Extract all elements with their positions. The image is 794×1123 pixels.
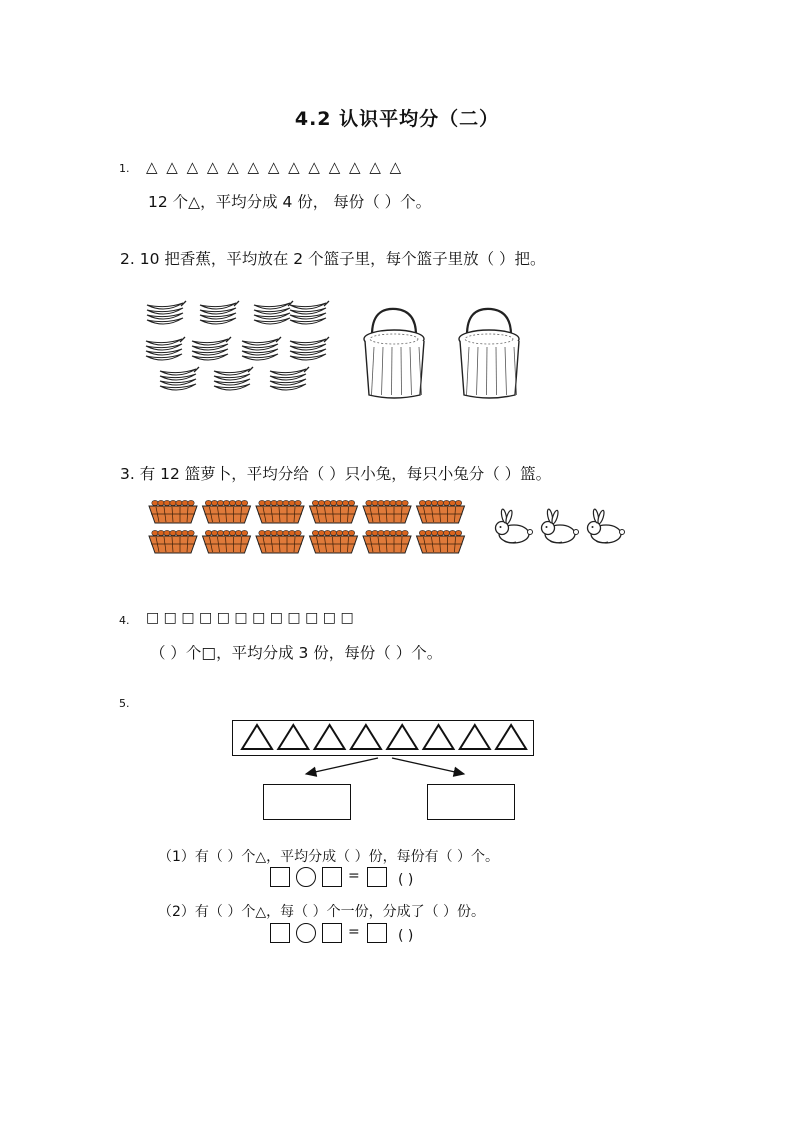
banana-bunch-icon — [214, 367, 253, 390]
q5-group-box-right[interactable] — [427, 784, 515, 820]
banana-bunch-icon — [160, 367, 199, 390]
equation2-box-2[interactable] — [322, 923, 342, 943]
triangle-shape — [496, 725, 526, 749]
triangle-shape — [351, 725, 381, 749]
q4-question-text: （ ）个□，平均分成 3 份，每份（ ）个。 — [150, 644, 443, 662]
carrot-basket-icon — [256, 530, 304, 553]
banana-bunch-icon — [290, 337, 329, 360]
banana-bunch-icon — [147, 301, 186, 324]
basket-icon — [364, 309, 424, 398]
q5-group-box-left[interactable] — [263, 784, 351, 820]
banana-bunch-icon — [200, 301, 239, 324]
rabbit-icon — [588, 509, 625, 543]
triangle-shape — [387, 725, 417, 749]
equation1-box-2[interactable] — [322, 867, 342, 887]
q5-part2-text: （2）有（ ）个△，每（ ）个一份，分成了（ ）份。 — [158, 904, 486, 920]
equation1-box-1[interactable] — [270, 867, 290, 887]
q5-split-arrows — [290, 754, 480, 780]
equation2-operator-circle[interactable] — [296, 923, 316, 943]
banana-bunch-icon — [290, 301, 329, 324]
q1-question-text: 12 个△，平均分成 4 份， 每份（ ）个。 — [148, 193, 432, 211]
carrot-basket-icon — [256, 500, 304, 523]
q1-triangle-row: △ △ △ △ △ △ △ △ △ △ △ △ △ — [146, 158, 404, 176]
equation2-result-box[interactable] — [367, 923, 387, 943]
q3-question-text: 3. 有 12 篮萝卜，平均分给（ ）只小兔，每只小兔分（ ）篮。 — [120, 465, 552, 483]
triangle-shape — [242, 725, 272, 749]
equation2-box-1[interactable] — [270, 923, 290, 943]
carrot-basket-icon — [363, 500, 411, 523]
carrot-basket-icon — [203, 500, 251, 523]
banana-bunch-icon — [192, 337, 231, 360]
page-title: 4.2 认识平均分（二） — [294, 108, 500, 130]
carrot-basket-icon — [363, 530, 411, 553]
carrot-basket-icon — [310, 530, 358, 553]
carrot-basket-icon — [310, 500, 358, 523]
banana-bunch-icon — [242, 337, 281, 360]
basket-icon — [459, 309, 519, 398]
equation1-operator-circle[interactable] — [296, 867, 316, 887]
rabbits-illustration — [490, 510, 635, 550]
carrot-basket-icon — [149, 500, 197, 523]
triangle-shape — [315, 725, 345, 749]
q1-number: 1. — [119, 162, 130, 175]
banana-bunches-illustration — [140, 292, 330, 410]
triangle-shape — [278, 725, 308, 749]
equation2-unit-paren: ( ) — [398, 928, 414, 944]
carrot-baskets-illustration — [145, 495, 470, 560]
carrot-basket-icon — [417, 530, 465, 553]
carrot-basket-icon — [417, 500, 465, 523]
q4-number: 4. — [119, 614, 130, 627]
q5-triangles — [232, 720, 534, 756]
rabbit-icon — [542, 509, 579, 543]
equation1-equals: = — [348, 868, 360, 884]
q5-part1-text: （1）有（ ）个△，平均分成（ ）份，每份有（ ）个。 — [158, 849, 500, 865]
rabbit-icon — [496, 509, 533, 543]
triangle-shape — [460, 725, 490, 749]
banana-bunch-icon — [254, 301, 293, 324]
q4-square-row: □ □ □ □ □ □ □ □ □ □ □ □ — [146, 610, 354, 626]
q5-number: 5. — [119, 697, 130, 710]
banana-bunch-icon — [146, 337, 185, 360]
banana-bunch-icon — [270, 367, 309, 390]
carrot-basket-icon — [203, 530, 251, 553]
baskets-illustration — [350, 305, 520, 405]
equation1-unit-paren: ( ) — [398, 872, 414, 888]
equation1-result-box[interactable] — [367, 867, 387, 887]
q2-question-text: 2. 10 把香蕉，平均放在 2 个篮子里，每个篮子里放（ ）把。 — [120, 250, 546, 268]
triangle-shape — [424, 725, 454, 749]
equation2-equals: = — [348, 924, 360, 940]
carrot-basket-icon — [149, 530, 197, 553]
